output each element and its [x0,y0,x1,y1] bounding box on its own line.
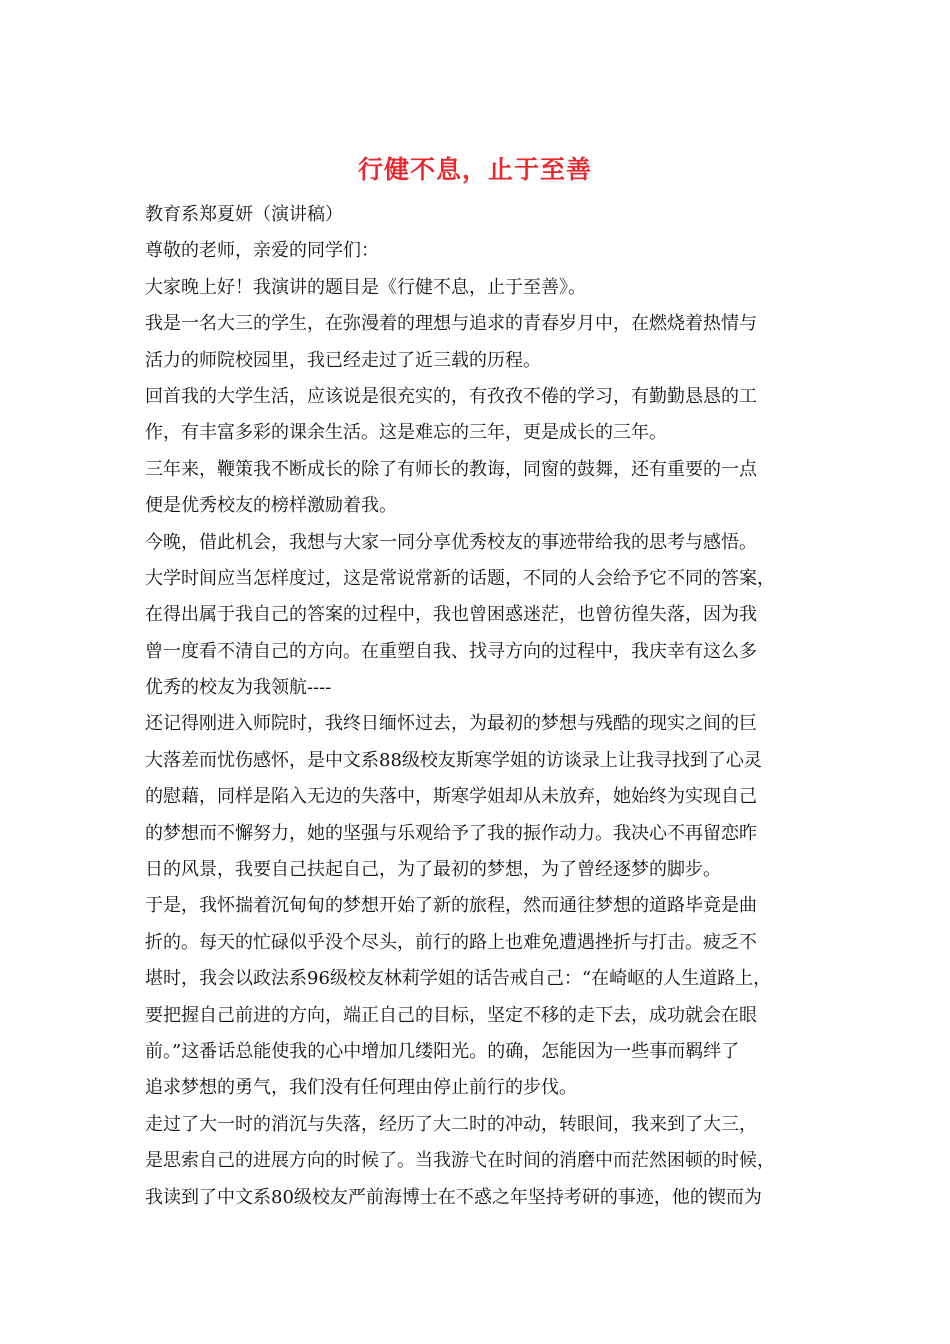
text-line: 走过了大一时的消沉与失落，经历了大二时的冲动，转眼间，我来到了大三， [145,1113,757,1135]
text-line: 回首我的大学生活，应该说是很充实的，有孜孜不倦的学习，有勤勤恳恳的工 [145,385,757,407]
text-line: 作，有丰富多彩的课余生活。这是难忘的三年，更是成长的三年。 [145,422,667,444]
text-line: 追求梦想的勇气，我们没有任何理由停止前行的步伐。 [145,1077,577,1099]
document-title: 行健不息，止于至善 [357,155,592,184]
text-line: 教育系郑夏妍（演讲稿） [145,204,343,225]
text-line: 活力的师院校园里，我已经走过了近三载的历程。 [145,349,541,371]
text-line: 是思索自己的进展方向的时候了。当我游弋在时间的消磨中而茫然困顿的时候， [145,1150,775,1172]
text-line: 前。”这番话总能使我的心中增加几缕阳光。的确，怎能因为一些事而羁绊了 [145,1040,740,1062]
text-line: 尊敬的老师，亲爱的同学们： [145,240,379,262]
text-line: 大学时间应当怎样度过，这是常说常新的话题，不同的人会给予它不同的答案， [145,567,775,589]
text-line: 曾一度看不清自己的方向。在重塑自我、找寻方向的过程中，我庆幸有这么多 [145,640,757,662]
speech-body [145,197,815,1216]
text-line: 于是，我怀揣着沉甸甸的梦想开始了新的旅程，然而通往梦想的道路毕竟是曲 [145,895,757,917]
text-line: 要把握自己前进的方向，端正自己的目标，坚定不移的走下去，成功就会在眼 [145,1004,757,1026]
text-line: 便是优秀校友的榜样激励着我。 [145,495,397,517]
text-line: 大落差而忧伤感怀，是中文系88级校友斯寒学姐的访谈录上让我寻找到了心灵 [145,749,762,771]
text-line: 今晚，借此机会，我想与大家一同分享优秀校友的事迹带给我的思考与感悟。 [145,531,757,553]
text-line: 的梦想而不懈努力，她的坚强与乐观给予了我的振作动力。我决心不再留恋昨 [145,822,757,844]
text-line: 优秀的校友为我领航---- [145,677,332,699]
text-line: 还记得刚进入师院时，我终日缅怀过去，为最初的梦想与残酷的现实之间的巨 [145,713,757,735]
text-line: 在得出属于我自己的答案的过程中，我也曾困惑迷茫，也曾彷徨失落，因为我 [145,604,757,626]
text-line: 折的。每天的忙碌似乎没个尽头，前行的路上也难免遭遇挫折与打击。疲乏不 [145,931,757,953]
text-line: 堪时，我会以政法系96级校友林莉学姐的话告戒自己：“在崎岖的人生道路上， [145,968,772,990]
text-line: 的慰藉，同样是陷入无边的失落中，斯寒学姐却从未放弃，她始终为实现自己 [145,786,757,808]
text-line: 我读到了中文系80级校友严前海博士在不惑之年坚持考研的事迹，他的锲而为 [145,1186,762,1208]
text-line: 日的风景，我要自己扶起自己，为了最初的梦想，为了曾经逐梦的脚步。 [145,859,721,881]
text-line: 大家晚上好！我演讲的题目是《行健不息，止于至善》。 [145,276,586,298]
text-line: 我是一名大三的学生，在弥漫着的理想与追求的青春岁月中，在燃烧着热情与 [145,313,757,335]
text-line: 三年来，鞭策我不断成长的除了有师长的教诲，同窗的鼓舞，还有重要的一点 [145,458,757,480]
